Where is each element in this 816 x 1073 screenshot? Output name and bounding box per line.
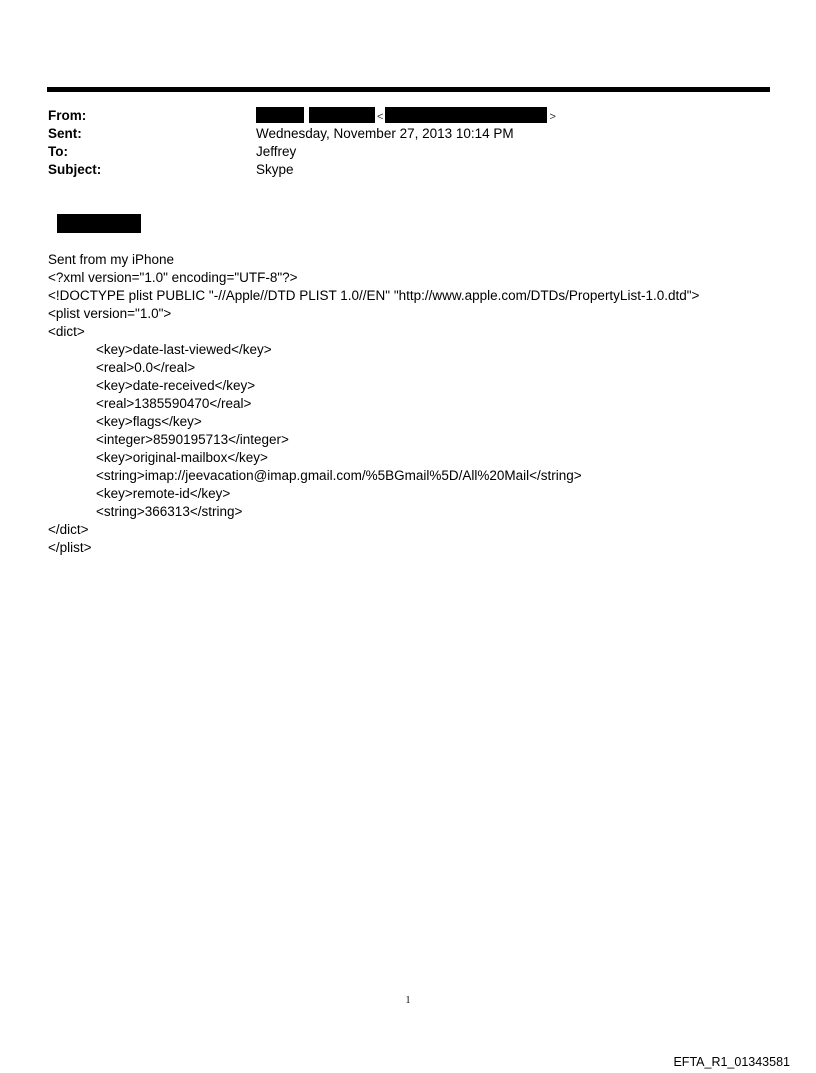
redaction-last-name — [309, 107, 375, 123]
to-row — [48, 143, 768, 161]
from-row — [48, 107, 768, 125]
body-line: <real>1385590470</real> — [96, 396, 252, 411]
body-line: <key>flags</key> — [96, 414, 202, 429]
redaction-email — [385, 107, 547, 123]
body-line: </plist> — [48, 540, 92, 555]
header-rule — [47, 87, 770, 92]
subject-row — [48, 161, 768, 179]
body-line: <key>date-last-viewed</key> — [96, 342, 272, 357]
from-label: From: — [48, 108, 87, 123]
body-line: <?xml version="1.0" encoding="UTF-8"?> — [48, 270, 298, 285]
to-label: To: — [48, 144, 68, 159]
body-line: <string>imap://jeevacation@imap.gmail.com/%5BGmail%5D/All%20Mail</string> — [96, 468, 582, 483]
sent-row — [48, 125, 768, 143]
body-line: <key>remote-id</key> — [96, 486, 231, 501]
body-line: <!DOCTYPE plist PUBLIC "-//Apple//DTD PLIST 1.0//EN" "http://www.apple.com/DTDs/PropertyList-1.0.dtd"> — [48, 288, 700, 303]
body-line: <real>0.0</real> — [96, 360, 196, 375]
from-email-open: < — [377, 111, 384, 123]
sent-value: Wednesday, November 27, 2013 10:14 PM — [256, 126, 514, 141]
body-line: </dict> — [48, 522, 89, 537]
body-line: <string>366313</string> — [96, 504, 243, 519]
body-line: <plist version="1.0"> — [48, 306, 172, 321]
page-number: 1 — [405, 995, 411, 1006]
subject-label: Subject: — [48, 162, 102, 177]
sent-label: Sent: — [48, 126, 82, 141]
from-email-close: > — [549, 111, 556, 123]
body-line: Sent from my iPhone — [48, 252, 175, 267]
body-line: <key>date-received</key> — [96, 378, 256, 393]
body-line: <dict> — [48, 324, 85, 339]
bates-number: EFTA_R1_01343581 — [673, 1055, 790, 1069]
email-body — [48, 251, 788, 557]
body-line: <key>original-mailbox</key> — [96, 450, 268, 465]
subject-value: Skype — [256, 162, 294, 177]
to-value: Jeffrey — [256, 144, 297, 159]
body-line: <integer>8590195713</integer> — [96, 432, 289, 447]
redaction-block — [57, 214, 141, 233]
email-header — [48, 107, 768, 179]
from-value — [256, 107, 558, 126]
redaction-first-name — [256, 107, 304, 123]
